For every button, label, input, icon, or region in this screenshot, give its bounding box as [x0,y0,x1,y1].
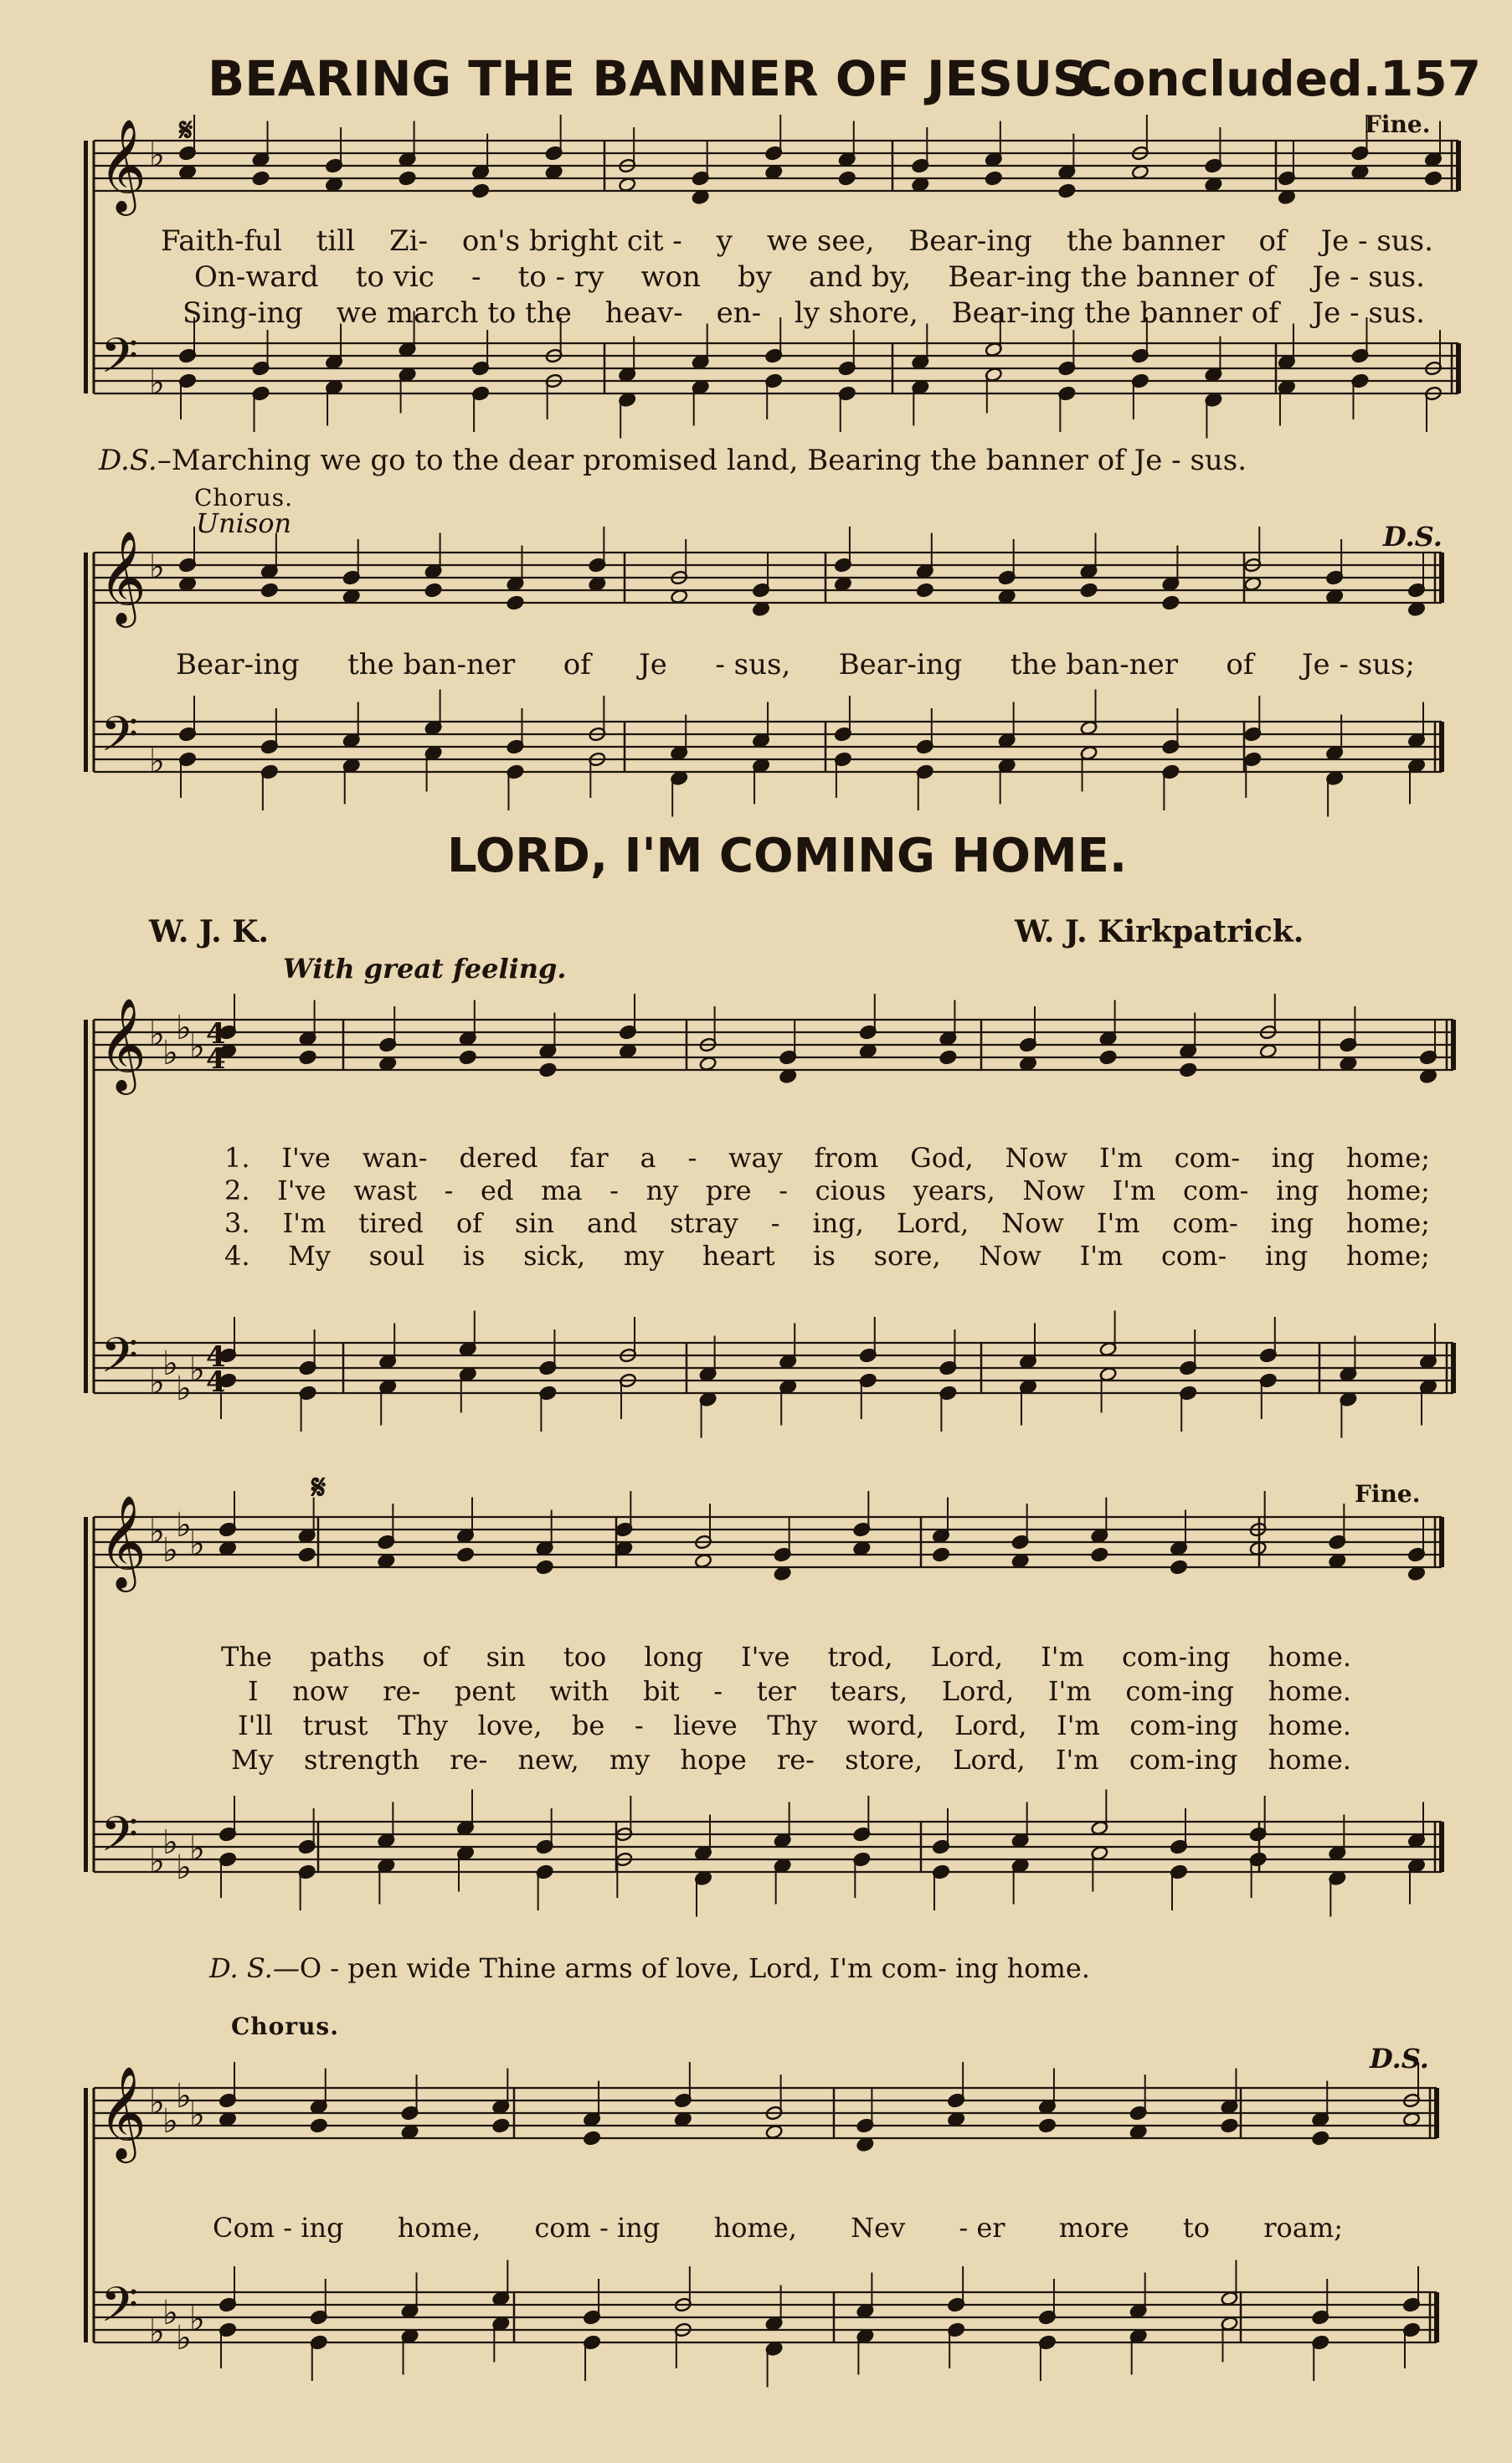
lyric-syllable: home; [1345,1207,1430,1239]
lyric-syllable: roam; [1263,2212,1343,2244]
flat-icon: ♭ [149,1015,165,1054]
lyric-syllable: Je - sus. [1312,260,1425,294]
song1-chorus-lyrics [176,648,1415,681]
lyric-syllable: a [640,1142,656,1174]
lyric-syllable: com- [1172,1207,1238,1239]
lyric-syllable: home; [1345,1240,1430,1272]
song2-system-1-treble-note [1099,1050,1117,1065]
lyric-syllable: - [713,1675,723,1707]
ds-label-2: D. S.— [209,1952,300,1984]
author-initials: W. J. K. [149,914,270,949]
bass-clef-icon: 𝄢 [100,1327,139,1396]
flat-icon: ♭ [149,2083,165,2122]
bass-clef-icon: 𝄢 [100,2276,139,2345]
song1-system-1-treble-note [471,183,489,198]
unison-label: Unison [196,507,292,539]
song2-chorus-system-treble-note [492,2118,510,2133]
lyric-syllable: trust [302,1710,368,1741]
tempo-marking: With great feeling. [283,953,567,985]
song2-ds-line [209,1952,1090,1984]
lyric-syllable: is [813,1240,836,1272]
lyric-syllable: I'm [282,1207,327,1239]
lyric-syllable: Sing-ing [183,296,303,330]
song2-system-2-treble-note [456,1547,474,1562]
lyric-syllable: and by, [809,260,912,294]
lyric-syllable: is [462,1240,486,1272]
flat-icon: ♭ [176,1506,192,1545]
lyric-syllable: Bear-ing [838,648,963,681]
lyric-syllable: ly shore, [794,296,918,330]
lyric-syllable: with [549,1675,609,1707]
lyric-syllable: stray [670,1207,738,1239]
lyric-syllable: ny [645,1175,679,1206]
lyric-syllable: - [687,1142,697,1174]
song2-system-2-brace [84,1517,88,1872]
song1-system-1-treble-note [838,171,856,186]
fine-marker-1: Fine. [1365,111,1431,138]
song1-chorus-system-treble-note [1080,583,1098,598]
song1-verse-line-2 [194,260,1425,294]
song2-system-1-treble-note [939,1050,957,1065]
ds-text: Marching we go to the dear promised land, Bearing the banner of Je - sus. [171,444,1247,477]
flat-icon: ♭ [149,1842,165,1881]
lyric-syllable: and [587,1207,638,1239]
treble-clef-icon: 𝄞 [99,1494,147,1588]
segno-icon: 𝄋 [179,111,193,148]
lyric-syllable: Thy [398,1710,449,1741]
lyric-syllable: tears, [830,1675,908,1707]
lyric-syllable: I [248,1675,259,1707]
song2-verse-2 [224,1175,1430,1206]
lyric-syllable: tired [358,1207,424,1239]
lyric-syllable: heart [702,1240,775,1272]
song1-chorus-system-treble-note [260,583,278,598]
song2-system-2-treble-note [536,1560,553,1575]
lyric-syllable: God, [910,1142,974,1174]
lyric-syllable: Now [979,1240,1041,1272]
lyric-syllable: Lord, [954,1710,1027,1741]
lyric-syllable: - [609,1175,619,1206]
lyric-syllable: home; [1345,1175,1430,1206]
song1-chorus-system-brace [84,553,88,772]
lyric-syllable: en- [716,296,762,330]
lyric-syllable: - [471,260,481,294]
lyric-syllable: Now [1022,1175,1086,1206]
lyric-syllable: sick, [523,1240,586,1272]
lyric-syllable: com-ing [1129,1710,1239,1741]
ds-mark-1: D.S. [1383,521,1443,553]
song2-system-2-treble-note [932,1547,949,1562]
lyric-syllable: wan- [362,1142,428,1174]
lyric-syllable: I'm [1041,1641,1084,1673]
ds-text-2: O - pen wide Thine arms of love, Lord, I'm com- ing home. [299,1952,1090,1984]
flat-icon: ♭ [189,2095,205,2135]
lyric-syllable: word, [846,1710,925,1741]
lyric-syllable: The [221,1641,272,1673]
flat-icon: ♭ [149,1363,165,1402]
flat-icon: ♭ [176,1009,192,1047]
lyric-syllable: store, [845,1744,923,1776]
song1-chorus-label: Chorus. [194,484,294,512]
song2-chorus-system-treble-note [310,2118,327,2133]
lyric-syllable: I'm [1057,1710,1100,1741]
lyric-syllable: Lord, [953,1744,1026,1776]
lyric-syllable: home, [713,2212,797,2244]
song2-chorus-system-brace [84,2088,88,2342]
lyric-syllable: 1. [224,1142,250,1174]
flat-icon: ♭ [149,1512,165,1551]
song-title-concluded: Concluded. [1077,50,1381,107]
lyric-syllable: to [1182,2212,1210,2244]
lyric-syllable: love, [477,1710,543,1741]
lyric-syllable: pent [454,1675,516,1707]
lyric-syllable: ing [1276,1175,1319,1206]
lyric-syllable: ing [1264,1240,1309,1272]
lyric-syllable: too [563,1641,607,1673]
song2-system-2-treble-note [298,1547,316,1562]
lyric-syllable: heav- [604,296,683,330]
lyric-syllable: of [422,1641,449,1673]
song1-chorus-system-treble-note [507,595,524,610]
fine-marker-2: Fine. [1355,1480,1421,1508]
lyric-syllable: 4. [224,1240,250,1272]
treble-clef-icon: 𝄞 [99,530,147,624]
lyric-syllable: home; [1346,1142,1430,1174]
lyric-syllable: Je - sus; [1301,648,1415,681]
lyric-syllable: I'm [1096,1207,1140,1239]
lyric-syllable: re- [450,1744,488,1776]
flat-icon: ♭ [189,1027,205,1067]
lyric-syllable: my [609,1744,651,1776]
song1-chorus-system-treble-note [424,583,442,598]
lyric-syllable: wast [353,1175,417,1206]
song2-system-1-treble-note [459,1050,476,1065]
flat-icon: ♭ [149,136,165,175]
lyric-syllable: Je - sus. [1320,224,1433,258]
flat-icon: ♭ [189,1350,205,1390]
lyric-syllable: new, [517,1744,579,1776]
lyric-syllable: I'm [1099,1142,1143,1174]
lyric-syllable: Thy [767,1710,818,1741]
lyric-syllable: com- [1174,1142,1240,1174]
song2-verse-3 [224,1207,1430,1239]
song2-second-3 [238,1710,1351,1741]
song1-verse-line-3 [183,296,1425,330]
lyric-syllable: sin [514,1207,555,1239]
song2-title: LORD, I'M COMING HOME. [447,829,1128,883]
lyric-syllable: Now [1005,1142,1068,1174]
composer-credit: W. J. Kirkpatrick. [1015,914,1304,949]
lyric-syllable: Je - sus. [1312,296,1425,330]
lyric-syllable: hope [680,1744,747,1776]
lyric-syllable: home. [1268,1744,1351,1776]
song1-system-1-treble-note [1058,183,1076,198]
lyric-syllable: I've [281,1142,331,1174]
lyric-syllable: home. [1268,1641,1351,1673]
treble-clef-icon: 𝄞 [99,2065,147,2159]
song2-second-1 [221,1641,1351,1673]
flat-icon: ♭ [149,363,165,403]
lyric-syllable: I've [277,1175,327,1206]
lyric-syllable: more [1058,2212,1129,2244]
lyric-syllable: dered [459,1142,538,1174]
song2-verse-1 [224,1142,1430,1174]
lyric-syllable: cious [815,1175,887,1206]
lyric-syllable: I'll [238,1710,273,1741]
lyric-syllable: won [640,260,701,294]
lyric-syllable: I'm [1112,1175,1156,1206]
lyric-syllable: home. [1268,1675,1351,1707]
lyric-syllable: Zi- [388,224,428,258]
song2-chorus-system-treble-note [583,2131,600,2146]
song2-system-2-treble-note [1170,1560,1187,1575]
lyric-syllable: ed [481,1175,514,1206]
lyric-syllable: My [231,1744,274,1776]
time-signature: 4 [206,1365,226,1399]
lyric-syllable: Faith-ful [161,224,282,258]
ds-mark-2: D.S. [1370,2043,1429,2075]
lyric-syllable: ing [1270,1207,1314,1239]
flat-icon: ♭ [176,1370,192,1408]
lyric-syllable: Bear-ing [908,224,1032,258]
song2-system-1-treble-note [1180,1062,1197,1077]
lyric-syllable: to vic [355,260,435,294]
lyric-syllable: - er [959,2212,1005,2244]
lyric-syllable: - [770,1207,780,1239]
lyric-syllable: com - ing [534,2212,661,2244]
song1-ds-line [99,444,1247,477]
song1-system-1-treble-note [399,171,416,186]
flat-icon: ♭ [162,2102,178,2141]
lyric-syllable: Je [639,648,667,681]
lyric-syllable: 3. [224,1207,250,1239]
lyric-syllable: My [288,1240,331,1272]
lyric-syllable: 2. [224,1175,250,1206]
lyric-syllable: be [571,1710,605,1741]
flat-icon: ♭ [162,1823,178,1862]
lyric-syllable: Com - ing [213,2212,344,2244]
flat-icon: ♭ [176,2319,192,2358]
lyric-syllable: - [779,1175,789,1206]
lyric-syllable: On-ward [194,260,319,294]
lyric-syllable: - [634,1710,644,1741]
lyric-syllable: Lord, [930,1641,1004,1673]
lyric-syllable: I've [740,1641,790,1673]
song1-system-1-treble-note [252,171,270,186]
lyric-syllable: till [316,224,356,258]
time-signature: 4 [206,1042,226,1076]
lyric-syllable: by [738,260,773,294]
song-title-running: BEARING THE BANNER OF JESUS. [208,50,1106,107]
song2-chorus-system-treble-note [1221,2118,1238,2133]
treble-clef-icon: 𝄞 [99,118,147,212]
lyric-syllable: re- [383,1675,421,1707]
lyric-syllable: on's bright cit - [461,224,682,258]
lyric-syllable: I'm [1047,1675,1092,1707]
song1-system-1-treble-note [1424,171,1442,186]
lyric-syllable: way [728,1142,783,1174]
song2-chorus-label: Chorus. [231,2013,339,2040]
lyric-syllable: sin [486,1641,526,1673]
ds-label: D.S.– [99,444,172,477]
bass-clef-icon: 𝄢 [100,706,139,774]
lyric-syllable: Bear-ing [176,648,300,681]
song1-system-1-treble-note [985,171,1002,186]
time-signature: 4 [206,1340,226,1374]
lyric-syllable: ma [541,1175,583,1206]
lyric-syllable: strength [304,1744,420,1776]
lyric-syllable: com-ing [1125,1675,1234,1707]
page-number: 157 [1380,50,1482,107]
lyric-syllable: my [623,1240,665,1272]
lyric-syllable: - [444,1175,454,1206]
bass-clef-icon: 𝄢 [100,1806,139,1874]
flat-icon: ♭ [149,548,165,587]
flat-icon: ♭ [162,1034,178,1072]
segno-icon: 𝄋 [311,1468,327,1507]
lyric-syllable: com- [1183,1175,1249,1206]
lyric-syllable: we see, [766,224,875,258]
song2-system-1-treble-note [539,1062,557,1077]
flat-icon: ♭ [162,2294,178,2332]
lyric-syllable: re- [776,1744,815,1776]
lyric-syllable: - sus, [715,648,791,681]
flat-icon: ♭ [149,2312,165,2352]
lyric-syllable: of [1258,224,1287,258]
song2-verse-4 [224,1240,1430,1272]
lyric-syllable: now [292,1675,349,1707]
song2-chorus-lyrics [213,2212,1343,2244]
lyric-syllable: I'm [1079,1240,1124,1272]
song1-verse-line-1 [161,224,1433,258]
flat-icon: ♭ [162,1531,178,1570]
flat-icon: ♭ [189,1829,205,1869]
lyric-syllable: bit [643,1675,680,1707]
song1-chorus-system-treble-note [916,583,933,598]
lyric-syllable: of [455,1207,482,1239]
lyric-syllable: Bear-ing the banner of [951,296,1279,330]
lyric-syllable: Bear-ing the banner of [948,260,1276,294]
song1-system-1-brace [84,141,88,393]
lyric-syllable: com- [1160,1240,1227,1272]
lyric-syllable: to - ry [517,260,604,294]
song1-chorus-system-treble-note [1162,595,1180,610]
treble-clef-icon: 𝄞 [99,997,147,1091]
lyric-syllable: pre [705,1175,752,1206]
lyric-syllable: I'm [1055,1744,1099,1776]
flat-icon: ♭ [189,1525,205,1564]
flat-icon: ♭ [176,2077,192,2116]
song2-second-4 [231,1744,1351,1776]
song2-chorus-system-treble-note [1312,2131,1329,2146]
lyric-syllable: the banner [1066,224,1225,258]
lyric-syllable: com-ing [1121,1641,1231,1673]
lyric-syllable: Lord, [941,1675,1015,1707]
flat-icon: ♭ [162,1345,178,1383]
lyric-syllable: the ban-ner [347,648,516,681]
time-signature: 4 [206,1017,226,1051]
flat-icon: ♭ [176,1849,192,1887]
lyric-syllable: Lord, [896,1207,969,1239]
flat-icon: ♭ [189,2300,205,2339]
song2-system-2-treble-note [1091,1547,1108,1562]
lyric-syllable: paths [309,1641,385,1673]
lyric-syllable: the ban-ner [1010,648,1178,681]
lyric-syllable: home. [1268,1710,1351,1741]
lyric-syllable: ter [756,1675,796,1707]
lyric-syllable: ing, [812,1207,864,1239]
lyric-syllable: of [563,648,591,681]
flat-icon: ♭ [149,742,165,781]
lyric-syllable: com-ing [1129,1744,1238,1776]
lyric-syllable: long [644,1641,703,1673]
song2-second-2 [248,1675,1351,1707]
song2-chorus-system-treble-note [1038,2118,1056,2133]
lyric-syllable: years, [913,1175,995,1206]
bass-clef-icon: 𝄢 [100,327,139,396]
lyric-syllable: soul [368,1240,425,1272]
lyric-syllable: lieve [673,1710,738,1741]
lyric-syllable: home, [397,2212,481,2244]
lyric-syllable: from [814,1142,879,1174]
lyric-syllable: far [569,1142,609,1174]
lyric-syllable: Now [1001,1207,1064,1239]
lyric-syllable: y [716,224,733,258]
lyric-syllable: sore, [873,1240,941,1272]
song2-system-1-treble-note [299,1050,316,1065]
lyric-syllable: we march to the [336,296,572,330]
song2-system-1-brace [84,1020,88,1393]
lyric-syllable: Nev [851,2212,906,2244]
lyric-syllable: of [1226,648,1254,681]
lyric-syllable: trod, [827,1641,893,1673]
lyric-syllable: ing [1271,1142,1315,1174]
